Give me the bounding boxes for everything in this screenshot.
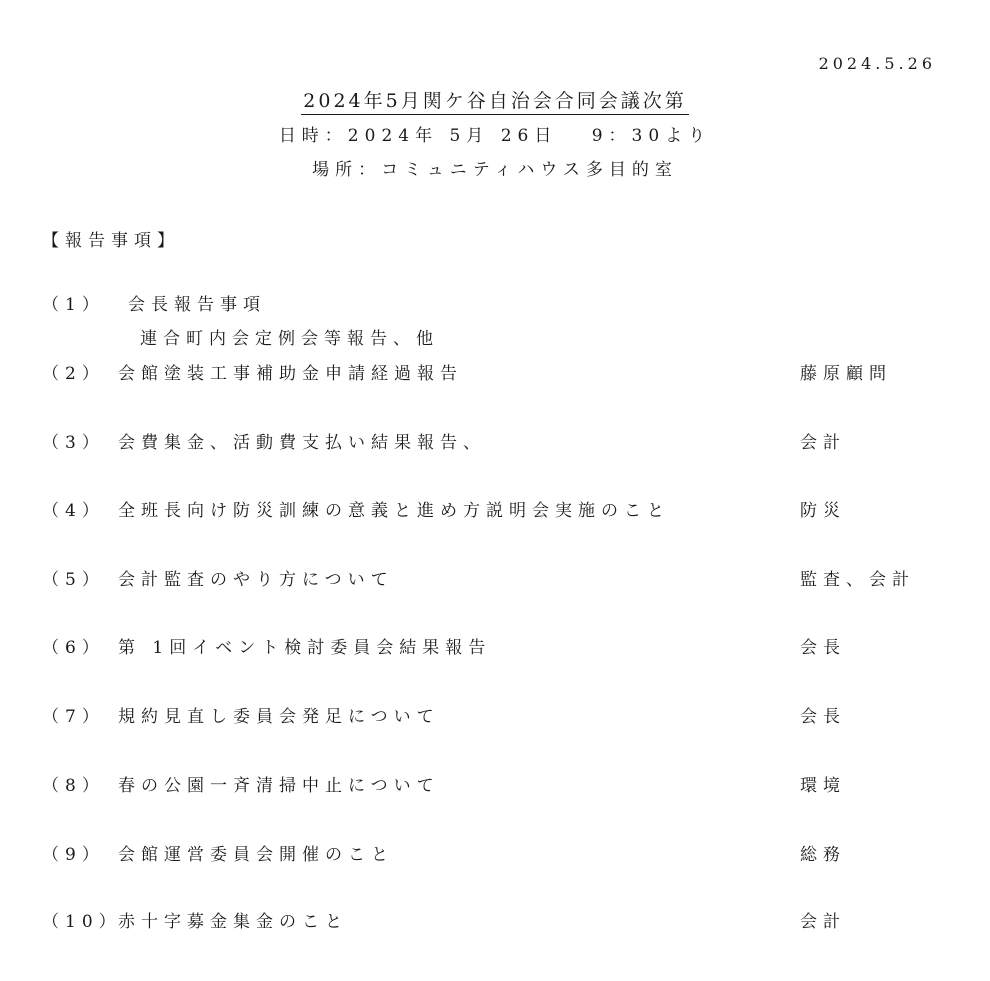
agenda-item-text: 第 1回イベント検討委員会結果報告 (118, 638, 492, 658)
agenda-item-number: （3） (42, 433, 105, 453)
agenda-item-number: （8） (42, 776, 105, 796)
agenda-item (42, 362, 942, 386)
agenda-item-owner: 藤原顧問 (800, 364, 892, 384)
agenda-item-text: 春の公園一斉清掃中止について (118, 776, 440, 796)
agenda-item (42, 843, 942, 867)
agenda-item-owner: 会長 (800, 638, 846, 658)
agenda-item-owner: 会計 (800, 912, 846, 932)
agenda-item-text: 会計監査のやり方について (118, 570, 394, 590)
agenda-item-text: 会館運営委員会開催のこと (118, 845, 394, 865)
meeting-place: 場所：コミュニティハウス多目的室 (312, 160, 678, 180)
agenda-item-text: 会費集金、活動費支払い結果報告、 (118, 433, 486, 453)
agenda-item-owner: 環境 (800, 776, 846, 796)
agenda-item-owner: 会長 (800, 707, 846, 727)
agenda-item-text: 会長報告事項 (128, 295, 266, 315)
agenda-item (42, 774, 942, 798)
document-title (0, 88, 990, 114)
agenda-item-number: （7） (42, 707, 105, 727)
agenda-item-number: （1） (42, 295, 105, 315)
agenda-item (42, 293, 942, 351)
agenda-item-subtext: 連合町内会定例会等報告、他 (140, 329, 439, 349)
agenda-item-number: （4） (42, 501, 105, 521)
agenda-item-number: （9） (42, 845, 105, 865)
agenda-item-number: （2） (42, 364, 105, 384)
agenda-item (42, 499, 942, 523)
section-heading: 【報告事項】 (42, 231, 180, 251)
agenda-item (42, 431, 942, 455)
document-title-text: 2024年5月関ケ谷自治会合同会議次第 (301, 90, 688, 115)
meeting-datetime: 日時：2024年 5月 26日 9：30より (278, 126, 712, 146)
agenda-item (42, 910, 942, 934)
agenda-item (42, 705, 942, 729)
agenda-item-text: 規約見直し委員会発足について (118, 707, 440, 727)
agenda-item-text: 赤十字募金集金のこと (118, 912, 348, 932)
agenda-item (42, 636, 942, 660)
agenda-item-owner: 防災 (800, 501, 846, 521)
agenda-item-owner: 監査、会計 (800, 570, 915, 590)
agenda-item-owner: 総務 (800, 845, 846, 865)
document-date: 2024.5.26 (818, 54, 936, 73)
agenda-item-owner: 会計 (800, 433, 846, 453)
agenda-item-number: （6） (42, 638, 105, 658)
agenda-item-text: 会館塗装工事補助金申請経過報告 (118, 364, 463, 384)
agenda-item-number: （5） (42, 570, 105, 590)
agenda-item-number: （10） (42, 912, 122, 932)
agenda-item (42, 568, 942, 592)
agenda-item-text: 全班長向け防災訓練の意義と進め方説明会実施のこと (118, 501, 670, 521)
